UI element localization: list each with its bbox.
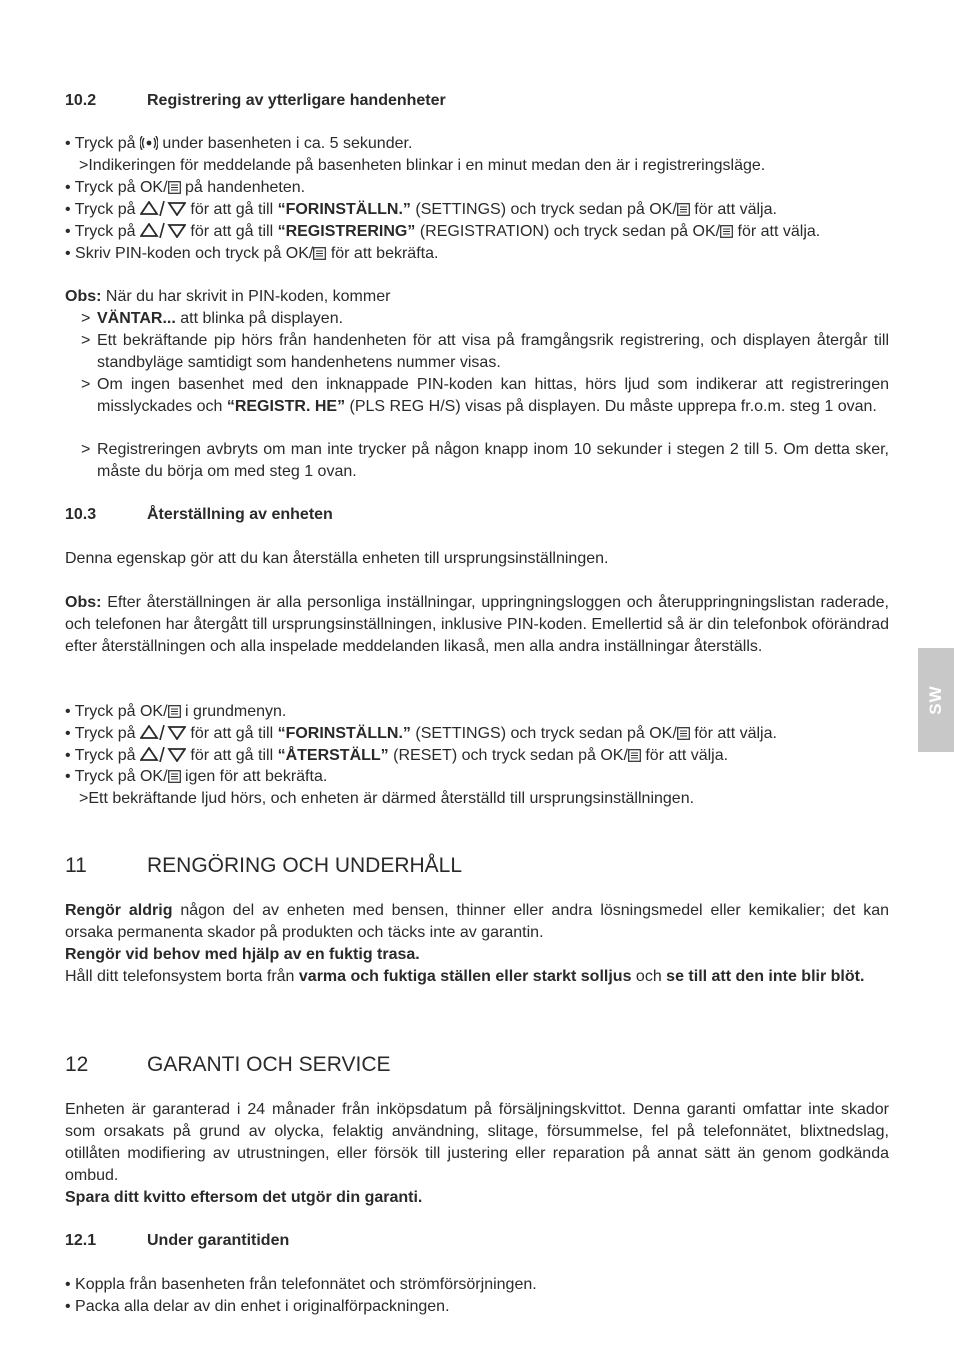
ok-icon: OK/ <box>649 201 677 218</box>
ok-icon: OK/ <box>139 179 168 196</box>
bullet: • Tryck på för att gå till “FORINSTÄLLN.” (SETTINGS) och tryck sedan på OK/ för att välja. <box>65 199 889 223</box>
menu-icon <box>168 179 181 201</box>
note-result: > VÄNTAR... att blinka på displayen. <box>81 310 344 327</box>
bullet: • Tryck på OK/ igen för att bekräfta. <box>65 766 889 790</box>
ok-icon: OK/ <box>285 245 314 262</box>
ok-icon: OK/ <box>139 768 168 785</box>
section-10-3-heading <box>65 504 889 526</box>
menu-icon <box>168 703 181 725</box>
paragraph: Spara ditt kvitto eftersom det utgör din garanti. <box>65 1189 423 1206</box>
chapter-title: GARANTI OCH SERVICE <box>147 1053 391 1076</box>
menu-icon <box>720 223 733 245</box>
bullet: • Tryck på för att gå till “FORINSTÄLLN.” (SETTINGS) och tryck sedan på OK/ för att välja. <box>65 723 889 747</box>
bullet: • Packa alla delar av din enhet i originalförpackningen. <box>65 1298 450 1315</box>
note-result: > Ett bekräftande pip hörs från handenheten för att visa på framgångsrik registrering, och displayen återgår till standbyläge samtidigt som handenhetens nummer visas. <box>81 332 889 371</box>
chapter-12-heading <box>65 1052 889 1078</box>
note-result: > Om ingen basenhet med den inknappade PIN-koden kan hittas, hörs ljud som indikerar att registreringen misslyckades och “REGISTR. HE” (PLS REG H/S) visas på displayen. Du måste upprepa fr.o.m. steg 1 ovan. <box>81 376 889 415</box>
section-number: 12.1 <box>65 1232 97 1249</box>
bullet: • Tryck på OK/ på handenheten. <box>65 177 889 201</box>
paragraph: Enheten är garanterad i 24 månader från inköpsdatum på försäljningskvittot. Denna garanti omfattar inte skador som orsakats på grund av olycka, felaktig användning, slitage, försummelse, fel på telefonnätet, blixtnedslag, otillåten modifiering av utrustningen, eller försök till justering eller reparation på annat sätt än genom godkända ombud. <box>65 1101 889 1184</box>
ok-icon: OK/ <box>649 725 677 742</box>
language-tab-label: SW <box>926 685 945 715</box>
up-down-arrow-icon <box>140 725 186 747</box>
section-title: Registrering av ytterligare handenheter <box>147 92 446 109</box>
chapter-title: RENGÖRING OCH UNDERHÅLL <box>147 854 463 877</box>
section-number: 10.2 <box>65 92 97 109</box>
ok-icon: OK/ <box>600 747 628 764</box>
bullet: • Skriv PIN-koden och tryck på OK/ för att bekräfta. <box>65 243 889 267</box>
section-10-2-heading <box>65 90 889 112</box>
paragraph: Håll ditt telefonsystem borta från varma och fuktiga ställen eller starkt solljus och se till att den inte blir blöt. <box>65 968 865 985</box>
bullet: • Tryck på för att gå till “REGISTRERING” (REGISTRATION) och tryck sedan på OK/ för att välja. <box>65 221 889 245</box>
paragraph: Rengör aldrig någon del av enheten med bensen, thinner eller andra lösningsmedel eller kemikalier; det kan orsaka permanenta skador på produkten och täcks inte av garantin. <box>65 902 889 941</box>
menu-icon <box>677 725 690 747</box>
bullet: • Koppla från basenheten från telefonnätet och strömförsörjningen. <box>65 1276 537 1293</box>
result-line: >Ett bekräftande ljud hörs, och enheten är därmed återställd till ursprungsinställningen. <box>79 790 695 807</box>
bullet: • Tryck på under basenheten i ca. 5 sekunder. <box>65 135 413 152</box>
ok-icon: OK/ <box>139 703 168 720</box>
menu-icon <box>313 245 326 267</box>
ok-icon: OK/ <box>692 223 721 240</box>
chapter-number: 11 <box>65 854 87 877</box>
menu-icon <box>677 201 690 223</box>
section-title: Under garantitiden <box>147 1232 290 1249</box>
menu-icon <box>168 768 181 790</box>
result-line: >Indikeringen för meddelande på basenheten blinkar i en minut medan den är i registreringsläge. <box>79 157 766 174</box>
chapter-11-heading <box>65 853 889 879</box>
paragraph: Denna egenskap gör att du kan återställa enheten till ursprungsinställningen. <box>65 550 609 567</box>
up-down-arrow-icon <box>140 223 186 245</box>
up-down-arrow-icon <box>140 201 186 223</box>
note-result: > Registreringen avbryts om man inte trycker på någon knapp inom 10 sekunder i stegen 2 till 5. Om detta sker, måste du börja om med steg 1 ovan. <box>81 441 889 480</box>
note: Obs: När du har skrivit in PIN-koden, kommer <box>65 288 391 305</box>
section-number: 10.3 <box>65 506 97 523</box>
section-title: Återställning av enheten <box>147 506 333 523</box>
bullet: • Tryck på för att gå till “ÅTERSTÄLL” (RESET) och tryck sedan på OK/ för att välja. <box>65 745 889 769</box>
language-tab <box>918 648 954 752</box>
chapter-number: 12 <box>65 1053 89 1076</box>
bullet: • Tryck på OK/ i grundmenyn. <box>65 701 889 725</box>
section-12-1-heading <box>65 1230 889 1252</box>
paragraph: Rengör vid behov med hjälp av en fuktig trasa. <box>65 946 420 963</box>
page-icon <box>140 136 158 150</box>
note: Obs: Efter återställningen är alla personliga inställningar, uppringningsloggen och återuppringningslistan raderade, och telefonen har återgått till ursprungsinställningen, inklusive PIN-koden. Emellertid så är din telefonbok oförändrad efter återställningen och alla inspelade meddelanden likaså, men alla andra inställningar återställs. <box>65 594 889 655</box>
